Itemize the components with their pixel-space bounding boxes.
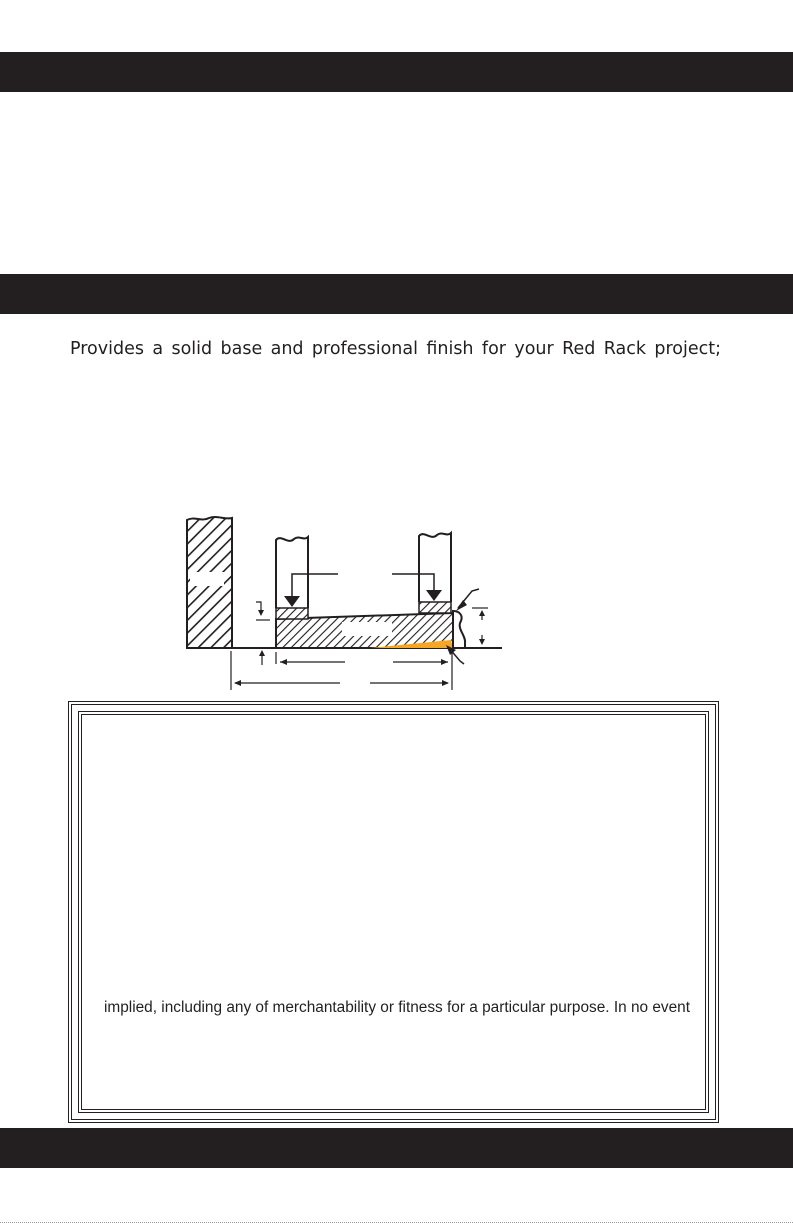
wall-label-box [190, 572, 224, 586]
warranty-box [68, 701, 719, 1123]
overall-span-dimension [231, 651, 452, 690]
section-band [0, 274, 793, 314]
pad-leader-arrows [292, 574, 434, 600]
intro-text: Provides a solid base and professional finish for your Red Rack project; [70, 339, 721, 359]
trim-guide-line [0, 1222, 793, 1223]
footer-band [0, 1128, 793, 1168]
base-label-box [342, 622, 392, 636]
wall-section [187, 517, 232, 648]
warranty-box-inner-border [78, 711, 709, 1113]
installation-cross-section-diagram [180, 512, 510, 694]
warranty-text: implied, including any of merchantability or fitness for a particular purpose. In no event [103, 999, 690, 1016]
gap-dimension [262, 652, 276, 665]
header-band-top [0, 52, 793, 92]
right-upright [419, 533, 451, 613]
